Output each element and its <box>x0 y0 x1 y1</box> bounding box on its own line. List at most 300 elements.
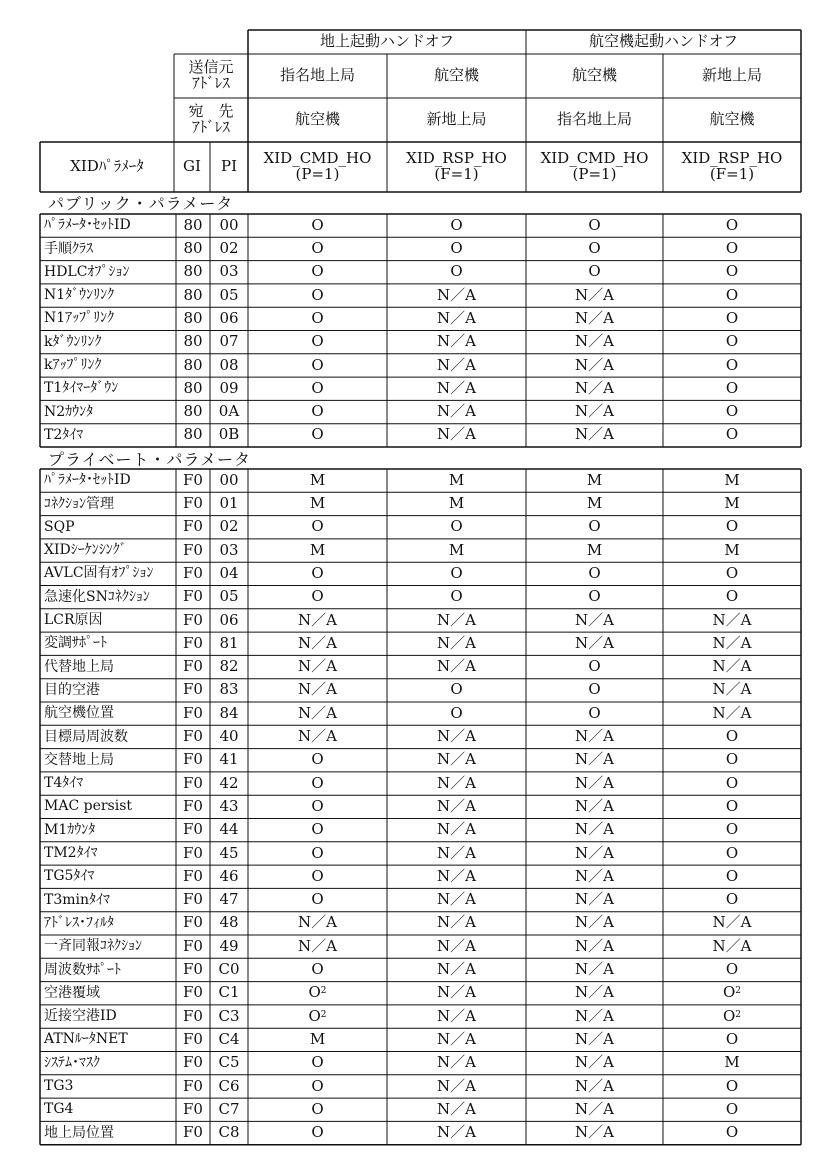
support-value-text: N／A <box>437 843 476 862</box>
gi-value <box>176 424 210 447</box>
support-value-text: N／A <box>437 657 476 676</box>
support-value <box>663 492 801 515</box>
pi-value <box>210 749 248 772</box>
support-value <box>526 354 663 377</box>
gi-value-text: F0 <box>183 1053 203 1072</box>
support-value-text: O <box>311 308 324 327</box>
support-value <box>663 214 801 237</box>
support-value <box>248 424 387 447</box>
support-value <box>387 424 526 447</box>
support-value <box>387 609 526 632</box>
support-value-text: O <box>725 425 739 444</box>
support-value <box>663 1075 801 1098</box>
gi-value <box>176 307 210 330</box>
support-value-text: O <box>311 378 324 397</box>
parameter-name <box>40 842 176 865</box>
support-value <box>663 632 801 655</box>
support-value-text: O <box>311 750 324 769</box>
support-value-text: O <box>450 239 463 258</box>
support-value-text: O <box>725 1029 739 1048</box>
support-value-text: N／A <box>298 936 337 955</box>
support-value-text: N／A <box>575 1123 614 1142</box>
pi-value <box>210 819 248 842</box>
pi-value-text: 05 <box>219 587 239 606</box>
gi-value <box>176 539 210 562</box>
support-value <box>663 469 801 492</box>
source-station-header <box>387 54 526 98</box>
support-value-text: O <box>588 680 601 699</box>
gi-value <box>176 400 210 423</box>
parameter-name-text: ATNﾙｰﾀNET <box>44 1031 128 1048</box>
pi-value-text: 42 <box>219 773 239 792</box>
gi-value-text: F0 <box>183 890 203 909</box>
support-value-text: N／A <box>437 355 476 374</box>
parameter-name <box>40 609 176 632</box>
support-value <box>248 958 387 981</box>
frame-type-header-line: XID_RSP_HO <box>681 149 783 168</box>
support-value <box>387 377 526 400</box>
pi-value <box>210 912 248 935</box>
support-value-text: N／A <box>437 332 476 351</box>
support-value <box>387 354 526 377</box>
support-value <box>526 749 663 772</box>
support-value-text: O <box>725 378 739 397</box>
support-value <box>526 539 663 562</box>
parameter-name <box>40 1052 176 1075</box>
gi-value <box>176 958 210 981</box>
support-value-text: O <box>588 239 601 258</box>
support-value <box>526 1121 663 1144</box>
support-value-text: N／A <box>575 425 614 444</box>
support-value: O $^2$ <box>722 983 742 1002</box>
gi-value-text: 80 <box>183 262 203 281</box>
pi-value-text: 05 <box>219 285 239 304</box>
support-value <box>663 725 801 748</box>
support-value-text: N／A <box>712 936 752 955</box>
parameter-name-text: T3minﾀｲﾏ <box>44 891 111 908</box>
gi-value-text: F0 <box>183 1099 203 1118</box>
support-value-text: O <box>311 402 324 421</box>
support-value-text: O <box>725 402 739 421</box>
support-value-text: O <box>450 517 463 536</box>
support-value <box>248 935 387 958</box>
xid-parameter-column-header-text: XIDﾊﾟﾗﾒｰﾀ <box>70 157 144 176</box>
support-value <box>248 237 387 260</box>
parameter-name <box>40 214 176 237</box>
support-value-text: O <box>725 355 739 374</box>
support-value <box>663 935 801 958</box>
support-value-text: O <box>311 517 324 536</box>
support-value <box>526 516 663 539</box>
support-value-text: N／A <box>575 633 614 652</box>
support-value <box>387 749 526 772</box>
pi-value-text: 83 <box>219 680 239 699</box>
support-value <box>526 400 663 423</box>
support-value-text: N／A <box>712 633 752 652</box>
support-value <box>248 632 387 655</box>
pi-value-text: 49 <box>219 936 239 955</box>
support-value-text: O <box>725 563 739 582</box>
support-value <box>248 772 387 795</box>
support-value-text: O <box>311 262 324 281</box>
pi-value <box>210 377 248 400</box>
support-value-text: N／A <box>575 285 614 304</box>
parameter-name <box>40 702 176 725</box>
support-value-text: O <box>588 703 601 722</box>
support-value-text: N／A <box>437 1123 476 1142</box>
support-value <box>387 912 526 935</box>
support-value <box>387 1075 526 1098</box>
gi-value <box>176 586 210 609</box>
gi-value-text: F0 <box>183 913 203 932</box>
support-value <box>248 284 387 307</box>
gi-value <box>176 214 210 237</box>
support-value-text: O <box>588 215 601 234</box>
pi-value <box>210 679 248 702</box>
support-value <box>526 702 663 725</box>
dest-station-header <box>248 98 387 142</box>
parameter-name <box>40 331 176 354</box>
support-value <box>663 655 801 678</box>
support-value-text: N／A <box>437 936 476 955</box>
pi-value-text: C5 <box>218 1053 240 1072</box>
support-value-text: N／A <box>575 332 614 351</box>
support-value <box>387 958 526 981</box>
support-value <box>387 586 526 609</box>
gi-value-text: F0 <box>183 1006 203 1025</box>
parameter-name <box>40 632 176 655</box>
support-value-text: N／A <box>437 983 476 1002</box>
pi-value <box>210 772 248 795</box>
parameter-name-text: LCR原因 <box>44 612 103 629</box>
pi-value <box>210 865 248 888</box>
pi-value <box>210 632 248 655</box>
parameter-name <box>40 307 176 330</box>
gi-value <box>176 331 210 354</box>
gi-column-header <box>174 142 210 192</box>
parameter-name-text: AVLC固有ｵﾌﾟｼｮﾝ <box>44 565 154 582</box>
support-value <box>526 261 663 284</box>
pi-value <box>210 1075 248 1098</box>
support-value <box>387 1005 526 1028</box>
pi-value-text: 82 <box>219 657 239 676</box>
gi-value <box>176 632 210 655</box>
parameter-name <box>40 261 176 284</box>
gi-value <box>176 679 210 702</box>
support-value-text: M <box>586 470 603 489</box>
frame-type-header <box>526 142 663 192</box>
gi-value <box>176 912 210 935</box>
gi-value-text: F0 <box>183 843 203 862</box>
support-value <box>387 679 526 702</box>
support-value-text: O <box>725 1123 739 1142</box>
pi-value-text: 41 <box>219 750 239 769</box>
support-value <box>663 424 801 447</box>
gi-value <box>176 772 210 795</box>
pi-value <box>210 539 248 562</box>
pi-value <box>210 284 248 307</box>
pi-value <box>210 1028 248 1051</box>
support-value <box>526 237 663 260</box>
support-value-text: N／A <box>575 796 614 815</box>
parameter-name <box>40 354 176 377</box>
parameter-name-text: TG3 <box>44 1078 74 1095</box>
pi-value <box>210 214 248 237</box>
support-value-text: O <box>725 796 739 815</box>
support-value <box>526 888 663 911</box>
parameter-name <box>40 679 176 702</box>
support-value <box>526 725 663 748</box>
frame-type-header <box>663 142 801 192</box>
support-value <box>663 609 801 632</box>
support-value <box>526 819 663 842</box>
support-value <box>248 1028 387 1051</box>
support-value-text: N／A <box>437 378 476 397</box>
support-value-text: O <box>725 773 739 792</box>
support-value-text: M <box>724 540 740 559</box>
support-value-text: N／A <box>575 378 614 397</box>
gi-value-text: 80 <box>183 215 203 234</box>
support-value-text: N／A <box>437 1053 476 1072</box>
pi-value-text: C8 <box>218 1123 240 1142</box>
parameter-name-text: 交替地上局 <box>44 751 114 768</box>
parameter-name <box>40 819 176 842</box>
support-value <box>663 842 801 865</box>
parameter-name <box>40 749 176 772</box>
support-value <box>248 679 387 702</box>
section-title-text: パブリック・パラメータ <box>48 193 234 213</box>
support-value <box>387 1121 526 1144</box>
pi-value-text: 45 <box>219 843 239 862</box>
source-station-header-text: 指名地上局 <box>279 66 355 85</box>
gi-value-text: 80 <box>183 308 203 327</box>
dest-station-header-text: 航空機 <box>294 110 340 129</box>
support-value <box>663 1121 801 1144</box>
parameter-name <box>40 284 176 307</box>
support-value-text: N／A <box>437 890 476 909</box>
support-value <box>387 772 526 795</box>
support-value <box>248 912 387 935</box>
parameter-name <box>40 424 176 447</box>
support-value-text: M <box>309 470 326 489</box>
gi-value-text: F0 <box>183 750 203 769</box>
support-value-text: M <box>724 470 740 489</box>
parameter-name <box>40 912 176 935</box>
support-value-text: M <box>448 494 465 513</box>
gi-value-text: F0 <box>183 866 203 885</box>
support-value <box>663 865 801 888</box>
support-value <box>387 842 526 865</box>
pi-value-text: 44 <box>219 820 239 839</box>
pi-value-text: 48 <box>219 913 239 932</box>
support-value <box>526 1075 663 1098</box>
dest-address-label-line: 宛 先 <box>188 102 234 121</box>
pi-value <box>210 469 248 492</box>
pi-value <box>210 888 248 911</box>
support-value <box>387 819 526 842</box>
parameter-name <box>40 1121 176 1144</box>
support-value <box>663 331 801 354</box>
support-value-text: N／A <box>575 983 614 1002</box>
support-value <box>248 1075 387 1098</box>
support-value-text: N／A <box>712 680 752 699</box>
gi-value <box>176 819 210 842</box>
parameter-name <box>40 377 176 400</box>
support-value <box>387 562 526 585</box>
support-value <box>248 1098 387 1121</box>
support-value-text: O <box>308 1006 321 1025</box>
gi-value-text: F0 <box>183 657 203 676</box>
support-value-text: N／A <box>575 773 614 792</box>
gi-value <box>176 284 210 307</box>
support-value-text: O <box>311 1099 324 1118</box>
gi-value <box>176 1121 210 1144</box>
support-value-text: O <box>311 355 324 374</box>
support-value <box>663 237 801 260</box>
support-value-text: N／A <box>437 866 476 885</box>
support-value-text: N／A <box>575 913 614 932</box>
pi-value-text: 04 <box>219 563 239 582</box>
aircraft-initiated-header <box>526 30 801 54</box>
support-value <box>387 492 526 515</box>
pi-value <box>210 516 248 539</box>
gi-value-text: F0 <box>183 703 203 722</box>
support-value-text: N／A <box>437 750 476 769</box>
ground-initiated-header-text: 地上起動ハンドオフ <box>319 32 455 51</box>
support-value-text: O <box>588 657 601 676</box>
gi-value <box>176 1005 210 1028</box>
parameter-name <box>40 400 176 423</box>
pi-value-text: 40 <box>219 727 239 746</box>
parameter-name <box>40 982 176 1005</box>
pi-value-text: 43 <box>219 796 239 815</box>
support-value <box>663 1028 801 1051</box>
pi-value <box>210 1052 248 1075</box>
support-value <box>387 400 526 423</box>
parameter-name-text: ｱﾄﾞﾚｽ･ﾌｨﾙﾀ <box>44 914 114 931</box>
dest-station-header-text: 航空機 <box>709 110 755 129</box>
support-value <box>387 1028 526 1051</box>
parameter-name-text: M1ｶｳﾝﾀ <box>44 821 96 838</box>
gi-value-text: 80 <box>183 239 203 258</box>
pi-value <box>210 400 248 423</box>
support-value <box>526 982 663 1005</box>
frame-type-header <box>248 142 387 192</box>
support-value <box>387 469 526 492</box>
support-value-text: O <box>725 239 739 258</box>
parameter-name-text: 手順ｸﾗｽ <box>44 240 93 257</box>
support-value <box>663 586 801 609</box>
support-value <box>526 562 663 585</box>
support-value-text: N／A <box>437 1099 476 1118</box>
support-value-text: O <box>725 866 739 885</box>
pi-value-text: 47 <box>219 890 239 909</box>
gi-value-text: F0 <box>183 796 203 815</box>
gi-value <box>176 562 210 585</box>
gi-value <box>176 982 210 1005</box>
support-value <box>248 400 387 423</box>
gi-value-text: 80 <box>183 355 203 374</box>
parameter-name-text: 目的空港 <box>44 681 100 698</box>
support-value-text: N／A <box>712 610 752 629</box>
support-value <box>526 586 663 609</box>
support-value <box>248 539 387 562</box>
parameter-name-text: 急速化SNｺﾈｸｼｮﾝ <box>44 588 150 605</box>
support-value-text: N／A <box>298 680 337 699</box>
support-value <box>526 1052 663 1075</box>
parameter-name <box>40 539 176 562</box>
support-value-text: O <box>725 285 739 304</box>
gi-value-text: F0 <box>183 470 203 489</box>
support-value <box>663 749 801 772</box>
support-value-text: O <box>722 1006 736 1025</box>
gi-value-text: F0 <box>183 610 203 629</box>
support-value-text: N／A <box>298 703 337 722</box>
gi-value <box>176 795 210 818</box>
support-value <box>248 842 387 865</box>
parameter-name <box>40 237 176 260</box>
pi-value-text: 00 <box>219 215 239 234</box>
support-value-text: N／A <box>575 820 614 839</box>
support-value <box>387 702 526 725</box>
support-value <box>248 516 387 539</box>
pi-value <box>210 1098 248 1121</box>
parameter-name-text: ﾊﾟﾗﾒｰﾀ･ｾｯﾄID <box>44 217 131 234</box>
support-value <box>526 307 663 330</box>
support-value <box>663 539 801 562</box>
gi-value-text: 80 <box>183 332 203 351</box>
pi-value-text: 02 <box>219 239 239 258</box>
support-value-text: N／A <box>298 727 337 746</box>
support-value <box>663 400 801 423</box>
support-value <box>387 655 526 678</box>
support-value <box>387 539 526 562</box>
parameter-name-text: TM2ﾀｲﾏ <box>44 845 98 862</box>
support-value <box>387 888 526 911</box>
support-value-text: O <box>450 680 463 699</box>
gi-value-text: F0 <box>183 587 203 606</box>
support-value-text: M <box>309 540 326 559</box>
support-value <box>387 795 526 818</box>
gi-value-text: F0 <box>183 1076 203 1095</box>
gi-value-text: F0 <box>183 936 203 955</box>
parameter-name <box>40 795 176 818</box>
support-value-text: N／A <box>575 843 614 862</box>
gi-value <box>176 655 210 678</box>
dest-station-header <box>526 98 663 142</box>
support-value <box>387 307 526 330</box>
support-value-text: O <box>311 843 324 862</box>
gi-value-text: 80 <box>183 402 203 421</box>
source-address-label-line: 送信元 <box>188 58 234 77</box>
support-value <box>387 865 526 888</box>
support-value-text: O <box>588 262 601 281</box>
pi-value-text: 00 <box>219 470 239 489</box>
gi-value-text: F0 <box>183 494 203 513</box>
pi-value-text: 03 <box>219 540 239 559</box>
gi-value-text: 80 <box>183 378 203 397</box>
support-value-text: O <box>450 215 463 234</box>
frame-type-header <box>387 142 526 192</box>
support-value <box>663 912 801 935</box>
gi-value-text: F0 <box>183 633 203 652</box>
pi-value <box>210 982 248 1005</box>
support-value <box>248 1121 387 1144</box>
support-value-text: O <box>311 587 324 606</box>
support-value <box>526 958 663 981</box>
gi-value <box>176 354 210 377</box>
parameter-name <box>40 655 176 678</box>
